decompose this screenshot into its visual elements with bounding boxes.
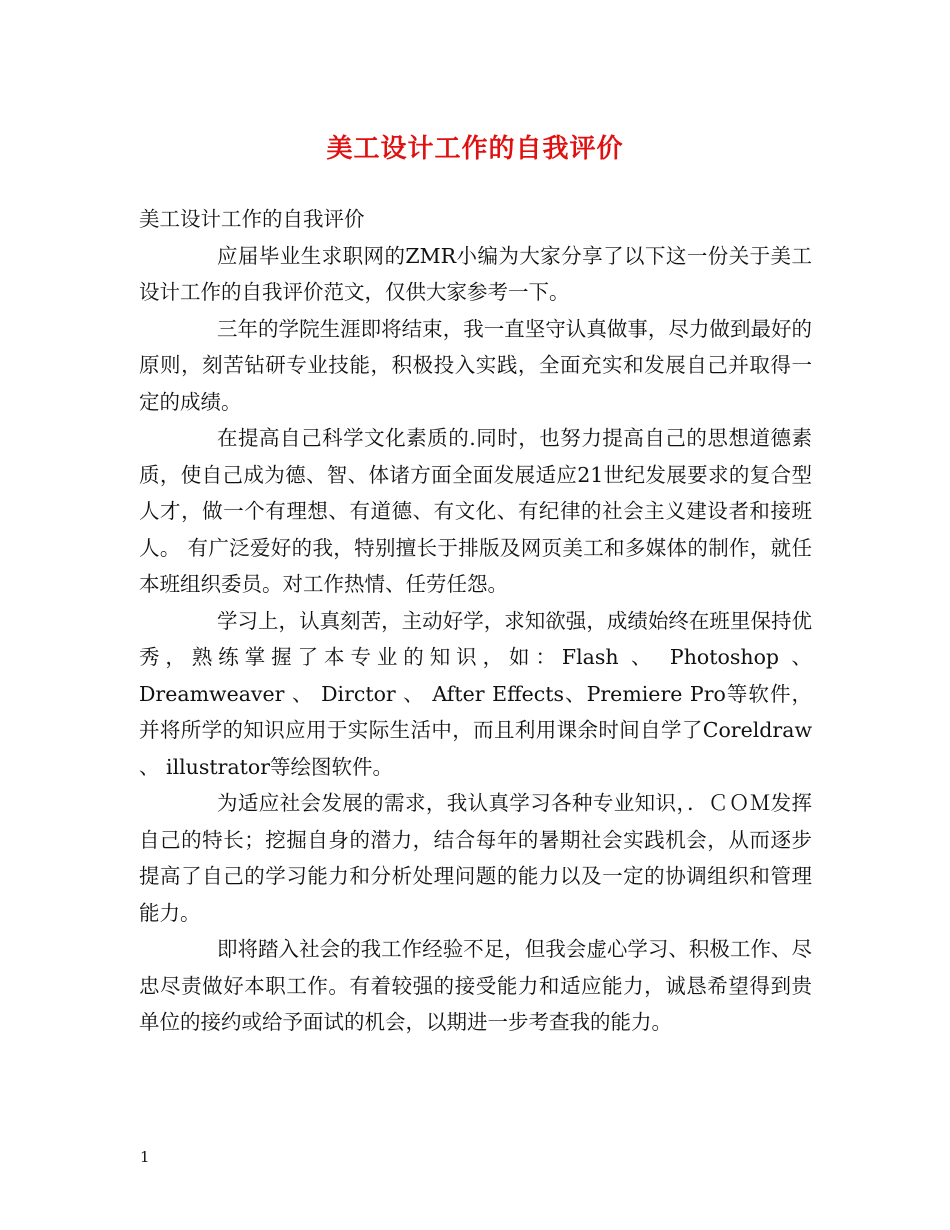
paragraph-quality: 在提高自己科学文化素质的.同时，也努力提高自己的思想道德素质，使自己成为德、智、体诸方面全面发展适应21世纪发展要求的复合型人才，做一个有理想、有道德、有文化、有纪律的社会主义建设者和接班人。 有广泛爱好的我，特别擅长于排版及网页美工和多媒体的制作，就任本班组织委员。对工作热情、任劳任怨。 [139, 426, 812, 596]
paragraph-intro: 应届毕业生求职网的ZMR小编为大家分享了以下这一份关于美工设计工作的自我评价范文，仅供大家参考一下。 [139, 243, 812, 304]
paragraph-study: 学习上，认真刻苦，主动好学，求知欲强，成绩始终在班里保持优秀，熟练掌握了本专业的知识，如：Flash 、 Photoshop 、 Dreamweaver 、 Dirctor 、 After Effects、Premiere Pro等软件，并将所学的知识应用于实际生活中，而且利用课余时间自学了Coreldraw 、 illustrator等绘图软件。 [139, 608, 812, 779]
page-number: 1 [140, 1148, 150, 1166]
document-subtitle: 美工设计工作的自我评价 [139, 207, 365, 231]
paragraph-closing: 即将踏入社会的我工作经验不足，但我会虚心学习、积极工作、尽忠尽责做好本职工作。有着较强的接受能力和适应能力，诚恳希望得到贵单位的接约或给予面试的机会，以期进一步考查我的能力。 [139, 937, 812, 1034]
document-title: 美工设计工作的自我评价 [326, 134, 624, 164]
document-body [139, 201, 812, 1041]
paragraph-skills: 为适应社会发展的需求，我认真学习各种专业知识，．ＣＯＭ发挥自己的特长；挖掘自身的潜力，结合每年的暑期社会实践机会，从而逐步提高了自己的学习能力和分析处理问题的能力以及一定的协调组织和管理能力。 [139, 791, 812, 925]
paragraph-college: 三年的学院生涯即将结束，我一直坚守认真做事，尽力做到最好的原则，刻苦钻研专业技能，积极投入实践，全面充实和发展自己并取得一定的成绩。 [139, 316, 812, 414]
